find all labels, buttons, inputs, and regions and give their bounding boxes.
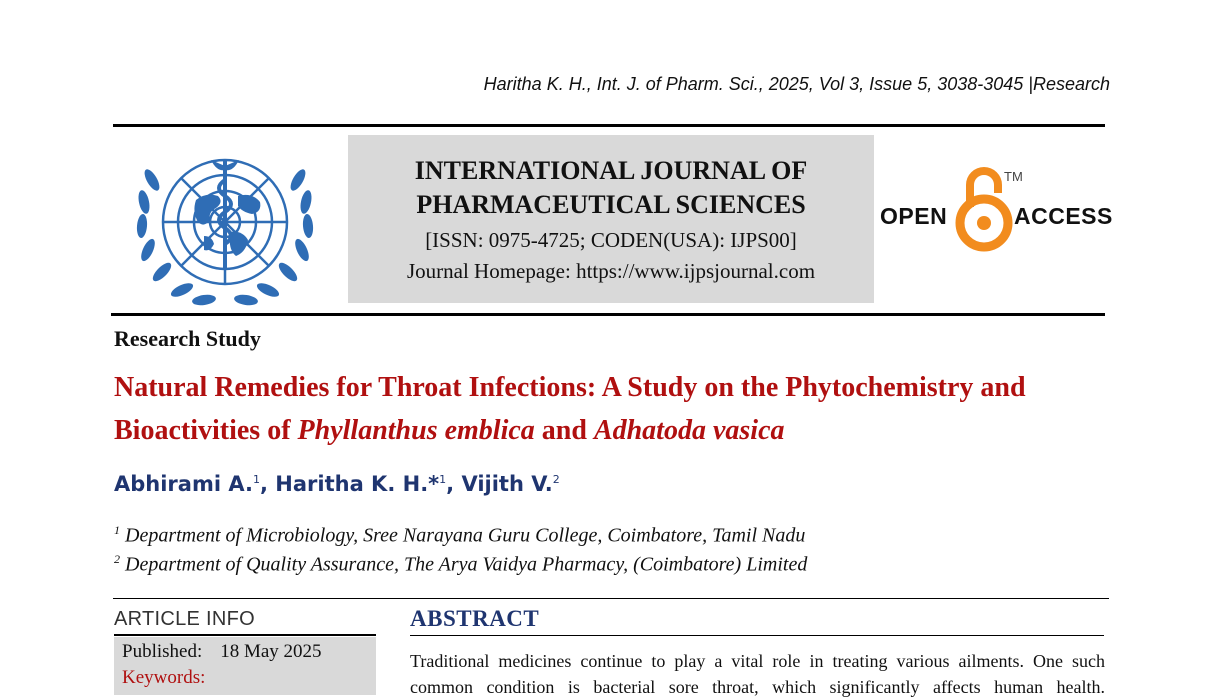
author-affiliation-sup: 1 xyxy=(439,473,447,486)
author-name: Haritha K. H.* xyxy=(275,472,440,496)
affiliation-number: 1 xyxy=(114,523,120,537)
article-info-heading: ARTICLE INFO xyxy=(114,608,256,630)
journal-banner xyxy=(348,135,874,303)
open-access-open-text: OPEN xyxy=(880,203,948,229)
journal-name-line1: INTERNATIONAL JOURNAL OF xyxy=(414,156,808,185)
journal-issn: [ISSN: 0975-4725; CODEN(USA): IJPS00] xyxy=(425,228,797,252)
abstract-rule xyxy=(410,635,1104,636)
title-and: and xyxy=(534,415,594,446)
open-access-badge xyxy=(880,163,1112,255)
affiliation-1 xyxy=(114,523,805,548)
open-access-access-text: ACCESS xyxy=(1014,203,1113,229)
abstract-line: common condition is bacterial sore throat, which significantly affects human health. xyxy=(410,677,1105,697)
header-bottom-rule xyxy=(111,313,1105,316)
title-species-2: Adhatoda vasica xyxy=(593,415,785,446)
affiliation-2 xyxy=(114,552,807,577)
abstract-line: Traditional medicines continue to play a vital role in treating various ailments. One such xyxy=(410,651,1105,671)
journal-emblem-logo xyxy=(126,140,324,306)
keywords-label: Keywords: xyxy=(122,667,206,688)
article-title xyxy=(114,366,1114,452)
title-text: Natural Remedies for Throat Infections: A Study on the Phytochemistry and Bioactivities of xyxy=(114,372,1026,446)
article-info-rule xyxy=(114,634,376,636)
header-top-rule xyxy=(113,124,1105,127)
running-head: Haritha K. H., Int. J. of Pharm. Sci., 2025, Vol 3, Issue 5, 3038-3045 |Research xyxy=(483,74,1110,94)
author-affiliation-sup: 1 xyxy=(252,473,260,486)
author-separator: , xyxy=(259,472,276,496)
author-name: Abhirami A. xyxy=(114,472,253,496)
article-info-box xyxy=(114,637,376,695)
published-date: 18 May 2025 xyxy=(220,641,322,662)
journal-name-line2: PHARMACEUTICAL SCIENCES xyxy=(416,190,806,219)
title-species-1: Phyllanthus emblica xyxy=(297,415,535,446)
journal-homepage: Journal Homepage: https://www.ijpsjournal.com xyxy=(406,259,816,283)
author-separator: , xyxy=(446,472,462,496)
section-type-label: Research Study xyxy=(114,326,261,351)
affiliation-text: Department of Quality Assurance, The Arya Vaidya Pharmacy, (Coimbatore) Limited xyxy=(120,553,808,576)
abstract-heading: ABSTRACT xyxy=(410,606,540,631)
abstract-body xyxy=(410,648,1105,700)
section-divider xyxy=(113,598,1109,599)
trademark-mark: TM xyxy=(1004,169,1023,184)
published-row xyxy=(122,641,322,663)
author-list xyxy=(114,472,560,496)
affiliation-number: 2 xyxy=(114,552,120,566)
published-label: Published: xyxy=(122,641,203,662)
affiliation-text: Department of Microbiology, Sree Narayana Guru College, Coimbatore, Tamil Nadu xyxy=(120,524,806,547)
author-name: Vijith V. xyxy=(461,472,553,496)
author-affiliation-sup: 2 xyxy=(552,473,560,486)
